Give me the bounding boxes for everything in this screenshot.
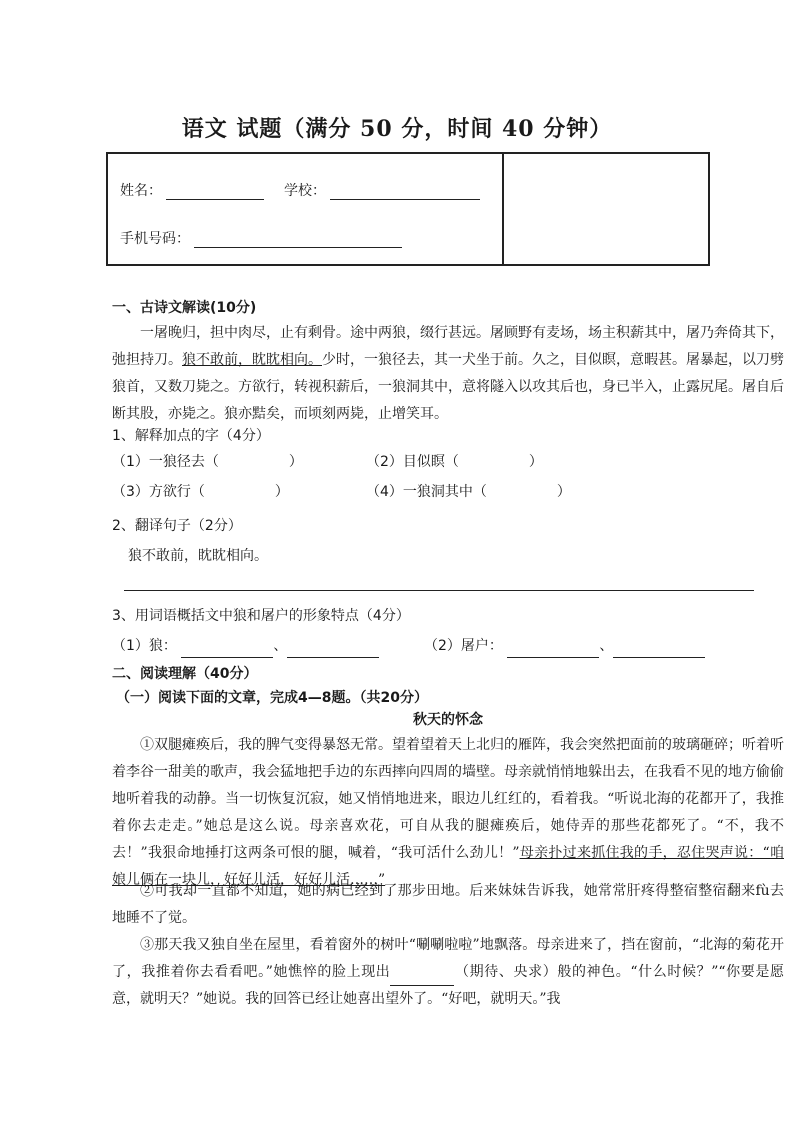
p1-text: ①双腿瘫痪后，我的脾气变得暴怒无常。望着望着天上北归的雁阵，我会突然把面前的玻璃砸碎；听着听着李谷一甜美的歌声，我会猛地把手边的东西摔向四周的墙壁。母亲就悄悄地躲出去，在我看不见的地方偷偷地听着我的动静。当一切恢复沉寂，她又悄悄地进来，眼边儿红红的，看着我。“听说北海的花都开了，我推着你去走走。”她总是这么说。母亲喜欢花，可自从我的腿瘫痪后，她侍弄的那些花都死了。“不，我不去！”我狠命地捶打这两条可恨的腿，喊着，“我可活什么劲儿！”	[112, 737, 784, 861]
name-field	[120, 180, 264, 200]
phone-label: 手机号码：	[120, 231, 190, 247]
q3-butcher-label: （2）屠户：	[424, 638, 503, 654]
passage-part-a: 一屠晚归，担中肉尽，止有剩骨。途中两狼，缀行甚远。屠顾野有麦场，场主积薪其中，屠乃奔倚其下，弛担持刀。	[112, 325, 784, 368]
q3-wolf-row	[112, 634, 379, 658]
passage-underlined-sentence: 狼不敢前，眈眈相向。	[182, 352, 322, 368]
article-paragraph-3	[112, 932, 784, 1013]
school-blank[interactable]	[330, 183, 480, 200]
article-paragraph-1	[112, 732, 784, 894]
section2-subheading: （一）阅读下面的文章，完成4—8题。（共20分）	[116, 690, 428, 706]
q1-item-4: （4）一狼洞其中（ ）	[366, 484, 571, 500]
school-label: 学校：	[284, 183, 326, 199]
section2-heading: 二、阅读理解（40分）	[112, 666, 258, 682]
p3-text-a: ③那天我又独自坐在屋里，看着窗外的树叶“唰唰啦啦”地飘落。母亲进来了，挡在窗前，“北海的菊花开了，我推着你去看看吧。”她憔悴的脸上现出	[112, 937, 784, 980]
q1-item-2: （2）目似瞑（ ）	[366, 454, 543, 470]
name-blank[interactable]	[166, 183, 264, 200]
q3-butcher-row	[424, 634, 705, 658]
q2-label: 2、翻译句子（2分）	[112, 518, 242, 534]
q3-wolf-separator: 、	[273, 638, 288, 654]
passage-part-b: 少时，一狼径去，其一犬坐于前。久之，目似瞑，意暇甚。屠暴起，以刀劈狼首，又数刀毙之。方欲行，转视积薪后，一狼洞其中，意将隧入以攻其后也，身已半入，止露尻尾。屠自后断其股，亦毙之。狼亦黠矣，而顷刻两毙，止增笑耳。	[112, 352, 784, 422]
q3-wolf-blank-1[interactable]	[181, 641, 273, 658]
q2-answer-line[interactable]	[124, 590, 754, 591]
article-title: 秋天的怀念	[413, 712, 483, 728]
classical-passage	[112, 320, 784, 428]
phone-field	[120, 228, 402, 248]
q3-butcher-separator: 、	[599, 638, 614, 654]
q3-butcher-blank-1[interactable]	[507, 641, 599, 658]
q3-wolf-label: （1）狼：	[112, 638, 177, 654]
page-title: 语文 试题（满分 50 分，时间 40 分钟）	[181, 116, 613, 142]
p3-text-b: “什么时候？”“你要是愿意，就明天？”她说。我的回答已经让她喜出望外了。“好吧，就明天。”我	[112, 964, 784, 1007]
phone-blank[interactable]	[194, 231, 402, 248]
q2-sentence: 狼不敢前，眈眈相向。	[128, 548, 268, 564]
q1-item-3: （3）方欲行（ ）	[112, 484, 289, 500]
p3-blank-hint: （期待、央求）般的神色。	[454, 964, 631, 980]
q3-wolf-blank-2[interactable]	[287, 641, 379, 658]
q1-item-1: （1）一狼径去（ ）	[112, 454, 303, 470]
q3-label: 3、用词语概括文中狼和屠户的形象特点（4分）	[112, 608, 410, 624]
article-paragraph-2: ②可我却一直都不知道，她的病已经到了那步田地。后来妹妹告诉我，她常常肝疼得整宿整宿翻来fù去地睡不了觉。	[112, 883, 784, 926]
q1-label: 1、解释加点的字（4分）	[112, 428, 270, 444]
p1-underlined-sentence: 母亲扑过来抓住我的手，忍住哭声说：“咱娘儿俩在一块儿，好好儿活，好好儿活……”	[112, 845, 784, 888]
p3-fill-blank[interactable]	[390, 971, 454, 986]
info-box-divider	[502, 154, 504, 264]
school-field	[284, 180, 480, 200]
q3-butcher-blank-2[interactable]	[613, 641, 705, 658]
section1-heading: 一、古诗文解读(10分)	[112, 300, 257, 316]
name-label: 姓名：	[120, 183, 162, 199]
student-info-box	[106, 152, 710, 266]
